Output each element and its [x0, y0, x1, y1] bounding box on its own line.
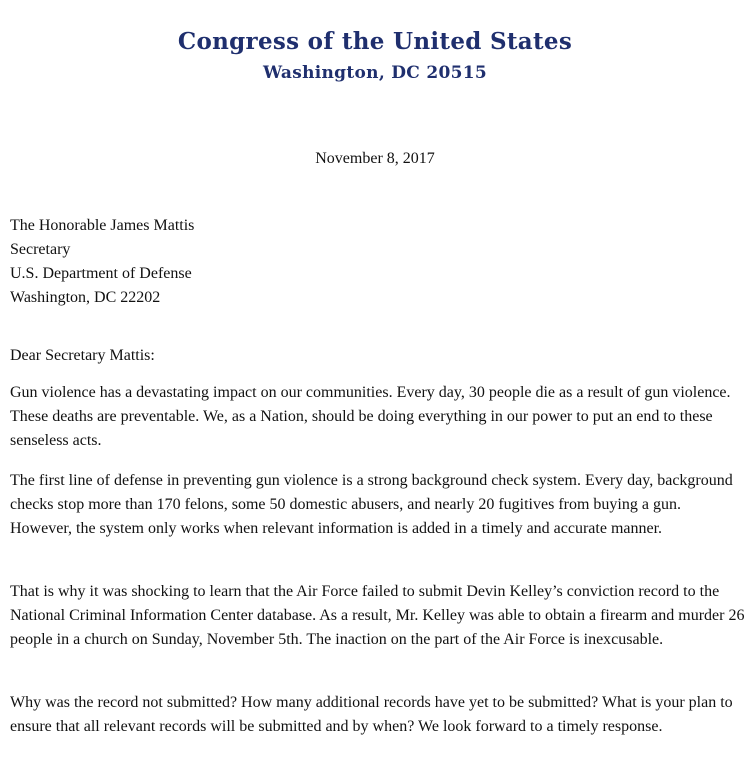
recipient-name: The Honorable James Mattis: [10, 217, 195, 234]
recipient-organization: U.S. Department of Defense: [10, 265, 192, 282]
body-paragraph: That is why it was shocking to learn that the Air Force failed to submit Devin Kelley’s conviction record to the National Criminal Information Center database. As a result, Mr. Kelley was able to obtain a firearm and murder 26 people in a church on Sunday, November 5th. The inaction on the part of the Air Force is inexcusable.: [10, 583, 745, 648]
salutation: Dear Secretary Mattis:: [10, 347, 155, 364]
body-paragraph: The first line of defense in preventing gun violence is a strong background check system. Every day, background checks stop more than 170 felons, some 50 domestic abusers, and nearly 20 fugitives from buying a gun. However, the system only works when relevant information is added in a timely and accurate manner.: [10, 472, 733, 537]
recipient-address: [10, 214, 194, 310]
letterhead-title: Congress of the United States: [177, 28, 573, 55]
body-paragraph: Why was the record not submitted? How many additional records have yet to be submitted? What is your plan to ensure that all relevant records will be submitted and by when? We look forward to a timely response.: [10, 694, 733, 735]
recipient-city: Washington, DC 22202: [10, 289, 161, 306]
letter-date: November 8, 2017: [315, 150, 435, 167]
letterhead-subtitle: Washington, DC 20515: [263, 63, 487, 83]
body-paragraph: Gun violence has a devastating impact on our communities. Every day, 30 people die as a result of gun violence. These deaths are preventable. We, as a Nation, should be doing everything in our power to put an end to these senseless acts.: [10, 384, 731, 449]
recipient-title: Secretary: [10, 241, 71, 258]
